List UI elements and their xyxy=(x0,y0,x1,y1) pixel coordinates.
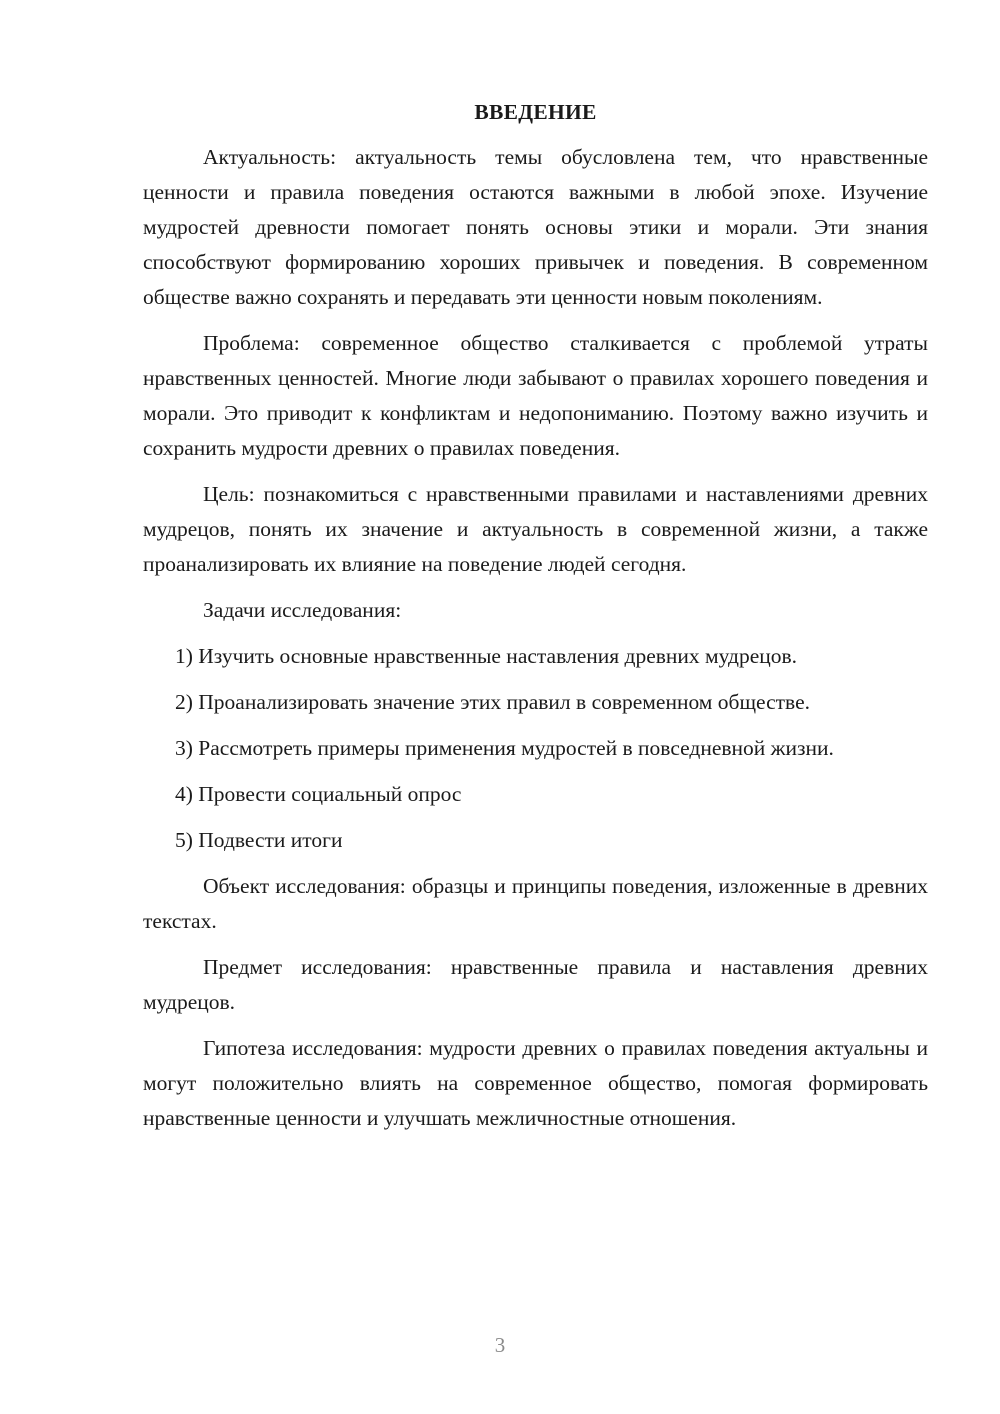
task-item-1: 1) Изучить основные нравственные наставления древних мудрецов. xyxy=(175,644,798,668)
page-number: 3 xyxy=(494,1333,506,1357)
paragraph-problem: Проблема: современное общество сталкивается с проблемой утраты нравственных ценностей. Многие люди забывают о правилах хорошего поведения и морали. Это приводит к конфликтам и недопониманию. Поэтому важно изучить и сохранить мудрости древних о правилах поведения. xyxy=(143,331,928,460)
paragraph-object: Объект исследования: образцы и принципы поведения, изложенные в древних текстах. xyxy=(143,874,928,933)
paragraph-goal: Цель: познакомиться с нравственными правилами и наставлениями древних мудрецов, понять их значение и актуальность в современной жизни, а также проанализировать их влияние на поведение людей сегодня. xyxy=(143,482,928,576)
task-item-5: 5) Подвести итоги xyxy=(175,828,343,852)
task-item-2: 2) Проанализировать значение этих правил в современном обществе. xyxy=(175,690,810,714)
paragraph-subject: Предмет исследования: нравственные правила и наставления древних мудрецов. xyxy=(143,955,928,1014)
document-page xyxy=(143,95,928,1147)
paragraph-hypothesis: Гипотеза исследования: мудрости древних о правилах поведения актуальны и могут положительно влиять на современное общество, помогая формировать нравственные ценности и улучшать межличностные отношения. xyxy=(143,1036,928,1130)
task-item-4: 4) Провести социальный опрос xyxy=(175,782,462,806)
task-item-3: 3) Рассмотреть примеры применения мудростей в повседневной жизни. xyxy=(175,736,834,760)
tasks-heading: Задачи исследования: xyxy=(203,598,402,622)
document-title: ВВЕДЕНИЕ xyxy=(474,100,597,124)
paragraph-relevance: Актуальность: актуальность темы обусловлена тем, что нравственные ценности и правила поведения остаются важными в любой эпохе. Изучение мудростей древности помогает понять основы этики и морали. Эти знания способствуют формированию хороших привычек и поведения. В современном обществе важно сохранять и передавать эти ценности новым поколениям. xyxy=(143,145,928,309)
